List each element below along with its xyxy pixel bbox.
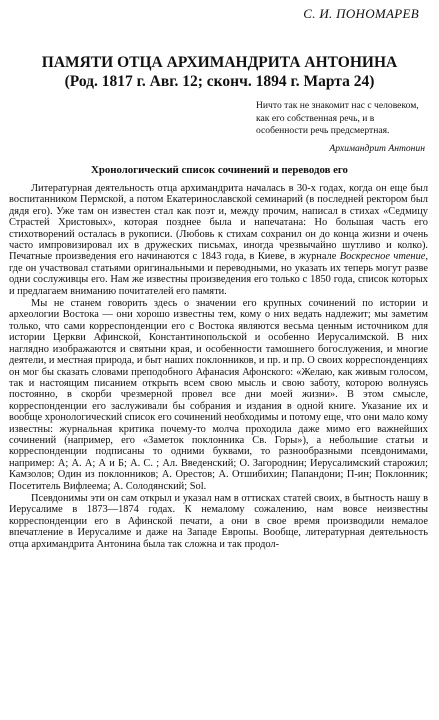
epigraph: Ничто так не знакомит нас с человеком, как его собственная речь, и в особенности речь предсмертная. <box>256 100 419 137</box>
paragraph-1-part-2: , где он участвовал статьями оригинальными и переводными, но указать их теперь могут разве одни сослуживцы его. Нам же известны произведения его только с 1850 года, список которых и предлагаем вниманию почитателей его памяти. <box>9 251 429 297</box>
journal-name-emphasis: Воскресное чтение <box>339 251 426 263</box>
paragraph-1 <box>9 183 428 297</box>
paragraph-3: Псевдонимы эти он сам открыл и указал нам в оттисках статей своих, в бытность нашу в Иерусалиме в 1873—1874 годах. К немалому сожалению, нам вовсе неизвестны корреспонденции его в Афинской печати, а они в свое время производили немалое впечатление в Иерусалиме и даже на Западе Европы. Вообще, литературная деятельность отца архимандрита Антонина была так сложна и так продол- <box>9 492 428 550</box>
paragraph-1-part-1: Литературная деятельность отца архимандрита началась в 30-х годах, когда он еще был воспитанником Пермской, а потом Екатеринославской семинарий (в последней ректором был дядя его). Уже там он известен стал как поэт и, между прочим, написал в стихах «Седмицу Страстей Христовых», которая позднее была и напечатана: Но большая часть его стихотворений осталась в рукописи. (Любовь к стихам сохранил он до конца жизни и очень часто импровизировал их в дружеских письмах, иногда чрезвычайно шутливо и колко). Печатные произведения его начинаются с 1843 года, в Киеве, в журнале <box>9 183 428 263</box>
running-head: С. И. ПОНОМАРЕВ <box>303 6 419 21</box>
paragraph-2: Мы не станем говорить здесь о значении его крупных сочинений по истории и археологии Востока — они хорошо известны тем, кому о них ведать надлежит; мы заметим только, что сами корреспонденции его с Востока являются весьма ценным источником для истории Церкви Афинской, Константинопольской и особенно Иерусалимской. В них наглядно изображаются и святыни края, и особенности тамошнего богослужения, и многие деятели, и местная природа, и быт наших поклонников, и пр. и пр. О своих корреспонденциях он мог бы сказать словами преподобного Афанасия Афонского: «Желаю, как живым голосом, так и настоящим писанием открыть всем свою мысль и свою заботу, которою волнуясь постоянно, в скорби чрезмерной провел все дни моей жизни». В этом смысле, корреспонденции его заслуживали бы собрания и издания в одной книге. Указание их и вообще хронологический список его сочинений необходимы и потому еще, что они мало кому известны: журнальная критика почему-то молча проходила даже мимо его важнейших сочинений (например, его «Заметок поклонника Св. Горы»), а небольшие статьи и корреспонденции подписаны то одними буквами, то разнообразными псевдонимами, например: А; А. А; А и Б; А. С. ; Ал. Введенский; О. Загороднин; Иерусалимский старожил; Камзолов; Один из поклонников; А. Орестов; А. Отшибихин; Папандони; П-ин; Поклонник; Посетитель Вифлеема; А. Солодянский; Sol. <box>9 298 428 492</box>
article-title-main: ПАМЯТИ ОТЦА АРХИМАНДРИТА АНТОНИНА <box>41 54 398 71</box>
section-heading: Хронологический список сочинений и переводов его <box>91 164 348 176</box>
article-body <box>9 183 428 550</box>
article-title-dates: (Род. 1817 г. Авг. 12; сконч. 1894 г. Марта 24) <box>64 73 375 90</box>
epigraph-author: Архимандрит Антонин <box>329 143 425 154</box>
article-title <box>12 53 427 91</box>
